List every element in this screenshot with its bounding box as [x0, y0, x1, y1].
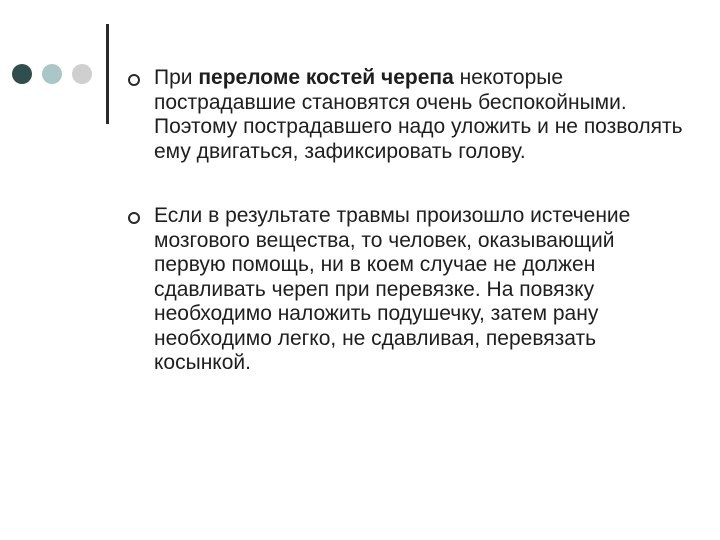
decorative-dot-gray — [72, 64, 92, 84]
bullet-item-1 — [128, 66, 688, 164]
decorative-dot-teal — [42, 64, 62, 84]
bullet-list — [128, 66, 688, 416]
circle-bullet-icon — [128, 212, 140, 224]
decorative-dot-dark — [12, 64, 32, 84]
bullet-item-2 — [128, 204, 688, 376]
vertical-divider — [106, 24, 109, 124]
bullet-1-bold-text: переломе костей черепа — [198, 66, 454, 89]
bullet-2-text: Если в результате травмы произошло истечение мозгового вещества, то человек, оказывающий первую помощь, ни в коем случае не должен сдавливать череп при перевязке. На повязку необходимо наложить подушечку, затем рану необходимо легко, не сдавливая, перевязать косынкой. — [154, 204, 631, 374]
bullet-1-prefix: При — [154, 66, 199, 89]
bullet-1-text: некоторые пострадавшие становятся очень беспокойными. Поэтому пострадавшего надо уложить и не позволять ему двигаться, зафиксировать голову. — [154, 66, 683, 163]
circle-bullet-icon — [128, 74, 140, 86]
